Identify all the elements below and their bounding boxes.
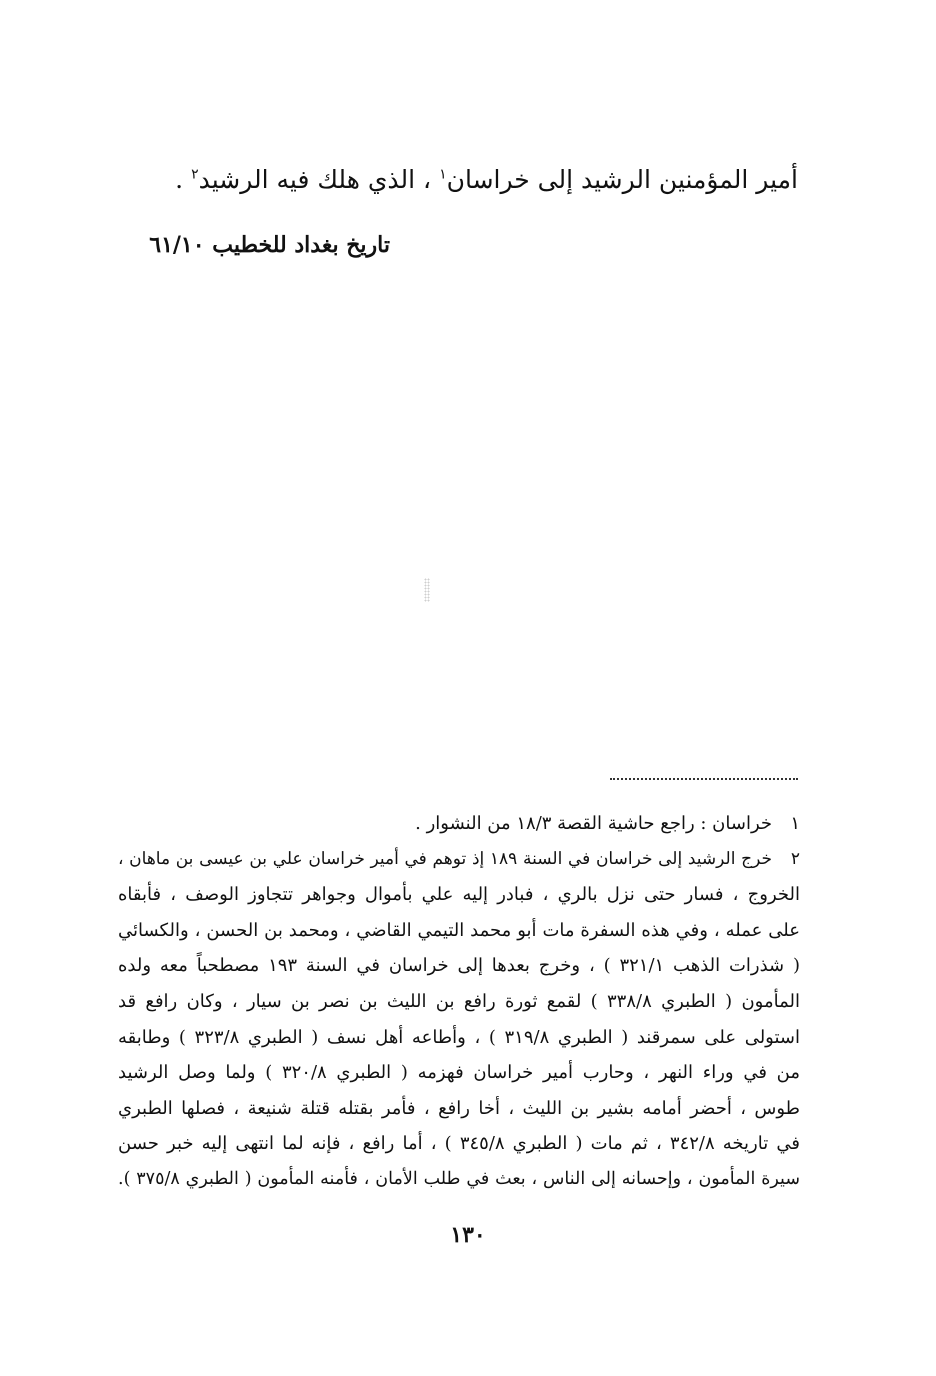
footnote-2-line-2: الخروج ، فسار حتى نزل بالري ، فبادر إليه علي بأموال وجواهر تتجاوز الوصف ، فأبقاه [118,884,800,906]
footnote-2-line-5: المأمون ( الطبري ٣٣٨/٨ ) لقمع ثورة رافع بن الليث بن نصر بن سيار ، وكان رافع قد [118,990,800,1012]
footnote-1-number: ١ [790,813,800,834]
footnote-ref-2[interactable]: ٢ [191,166,199,183]
footnote-2-line-6: استولى على سمرقند ( الطبري ٣١٩/٨ ) ، وأطاعه أهل نسف ( الطبري ٣٢٣/٨ ) وطابقه [118,1026,800,1048]
footnotes [118,806,800,1198]
footnote-2-line-1 [118,842,800,878]
page-number: ١٣٠ [450,1222,486,1248]
footnote-2-line-7: من في وراء النهر ، وحارب أمير خراسان فهزمه ( الطبري ٣٢٠/٨ ) ولما وصل الرشيد [118,1062,800,1084]
source-citation: تاريخ بغداد للخطيب ٦١/١٠ [149,232,390,258]
main-text-line [98,160,798,200]
footnote-2-line-3: على عمله ، وفي هذه السفرة مات أبو محمد التيمي القاضي ، ومحمد بن الحسن ، والكسائي [118,919,800,941]
footnote-2-line-10: سيرة المأمون ، وإحسانه إلى الناس ، بعث في طلب الأمان ، فأمنه المأمون ( الطبري ٣٧٥/٨ ). [118,1168,800,1189]
footnote-separator [610,778,798,780]
footnote-2-line-8: طوس ، أحضر أمامه بشير بن الليث ، أخا رافع ، فأمر بقتله قتلة شنيعة ، فصلها الطبري [118,1097,800,1119]
footnote-1 [118,806,800,842]
footnote-2-number: ٢ [790,848,800,869]
main-text-part-3: . [175,165,192,194]
footnote-2-line-9: في تاريخه ٣٤٢/٨ ، ثم مات ( الطبري ٣٤٥/٨ ) ، أما رافع ، فإنه لما انتهى إليه خبر حسن [118,1133,800,1155]
footnote-2-line-4: ( شذرات الذهب ٣٢١/١ ) ، وخرج بعدها إلى خراسان في السنة ١٩٣ مصطحباً معه ولده [118,955,800,977]
main-text-part-1: أمير المؤمنين الرشيد إلى خراسان [446,165,798,194]
scan-speck [424,578,430,602]
main-text-part-2: ، الذي هلك فيه الرشيد [198,165,440,194]
footnote-2-text-1: خرج الرشيد إلى خراسان في السنة ١٨٩ إذ توهم في أمير خراسان علي بن عيسى بن ماهان ، [118,848,772,869]
source-citation-block [120,229,390,261]
footnote-ref-1[interactable]: ١ [439,166,447,183]
footnote-1-text: خراسان : راجع حاشية القصة ١٨/٣ من النشوار . [415,813,772,834]
